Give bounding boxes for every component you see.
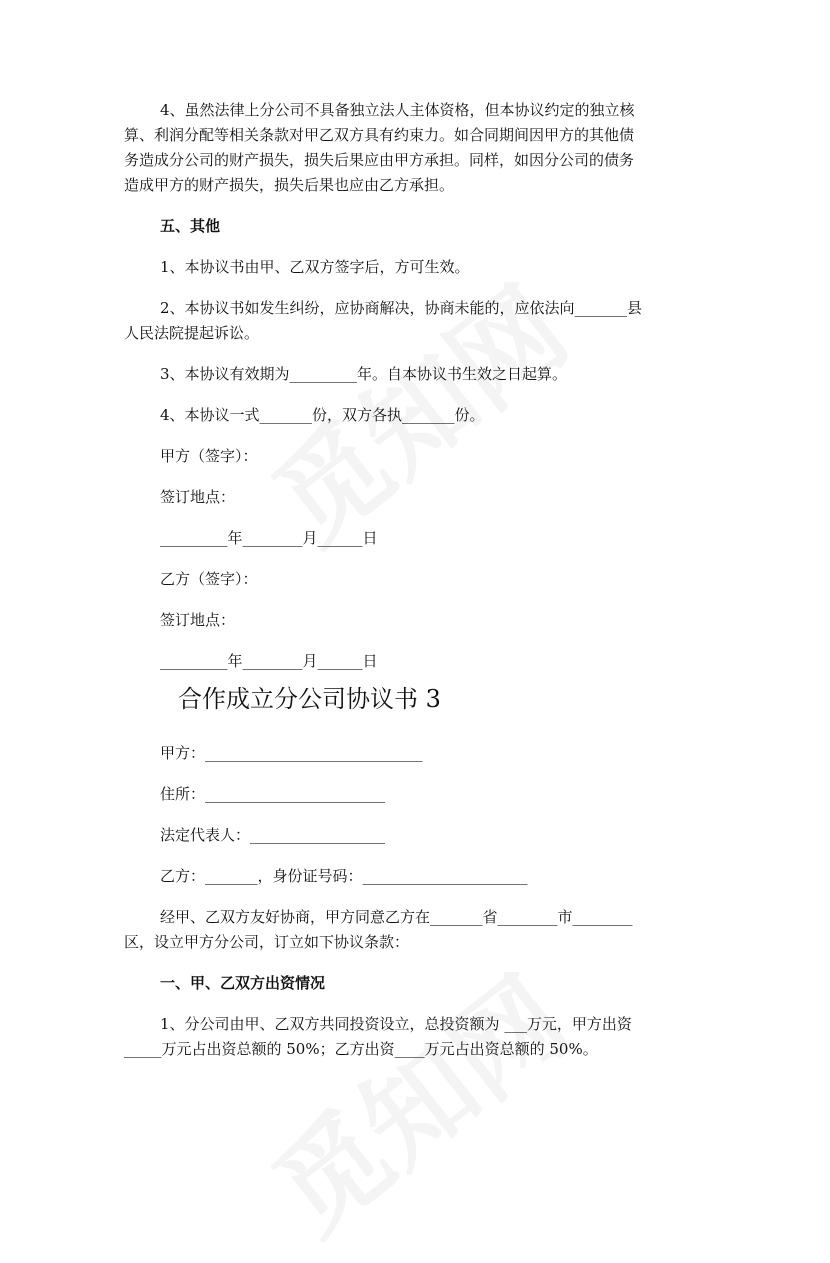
section-1-item-1-line-2: _____万元占出资总额的 50%；乙方出资____万元占出资总额的 50%。 <box>124 1040 598 1058</box>
intro-line-1: 经甲、乙双方友好协商，甲方同意乙方在_______省________市________ <box>160 908 633 926</box>
clause-4-line-2: 算、利润分配等相关条款对甲乙双方具有约束力。如合同期间因甲方的其他债 <box>124 126 635 144</box>
intro-line-2: 区，设立甲方分公司，订立如下协议条款： <box>124 933 410 951</box>
party-b-sign-date: _________年________月______日 <box>160 652 378 670</box>
section-5-item-3: 3、本协议有效期为_________年。自本协议书生效之日起算。 <box>160 365 568 383</box>
party-a-sign-place: 签订地点： <box>160 488 236 506</box>
clause-4-line-1: 4、虽然法律上分公司不具备独立法人主体资格，但本协议约定的独立核 <box>160 101 635 119</box>
legal-representative-field: 法定代表人：__________________ <box>160 826 386 844</box>
section-1-item-1-line-1: 1、分公司由甲、乙双方共同投资设立，总投资额为 ___万元，甲方出资 <box>160 1015 632 1033</box>
section-5-heading: 五、其他 <box>160 217 221 235</box>
clause-4-line-4: 造成甲方的财产损失，损失后果也应由乙方承担。 <box>124 176 455 194</box>
party-b-id-field: 乙方：_______，身份证号码：______________________ <box>160 867 528 885</box>
section-5-item-2-line-2: 人民法院提起诉讼。 <box>124 324 260 342</box>
section-5-item-4: 4、本协议一式_______份，双方各执_______份。 <box>160 406 485 424</box>
address-field: 住所：________________________ <box>160 785 386 803</box>
section-1-heading: 一、甲、乙双方出资情况 <box>160 974 326 992</box>
clause-4-line-3: 务造成分公司的财产损失，损失后果应由甲方承担。同样，如因分公司的债务 <box>124 151 635 169</box>
party-a-signature: 甲方（签字）： <box>160 447 258 465</box>
party-a-sign-date: _________年________月______日 <box>160 529 378 547</box>
party-a-field: 甲方：_____________________________ <box>160 744 423 762</box>
party-b-sign-place: 签订地点： <box>160 611 236 629</box>
section-5-item-2-line-1: 2、本协议书如发生纠纷，应协商解决，协商未能的，应依法向_______县 <box>160 299 643 317</box>
section-5-item-1: 1、本协议书由甲、乙双方签字后，方可生效。 <box>160 258 470 276</box>
document-title: 合作成立分公司协议书 3 <box>178 685 441 713</box>
party-b-signature: 乙方（签字）： <box>160 570 258 588</box>
